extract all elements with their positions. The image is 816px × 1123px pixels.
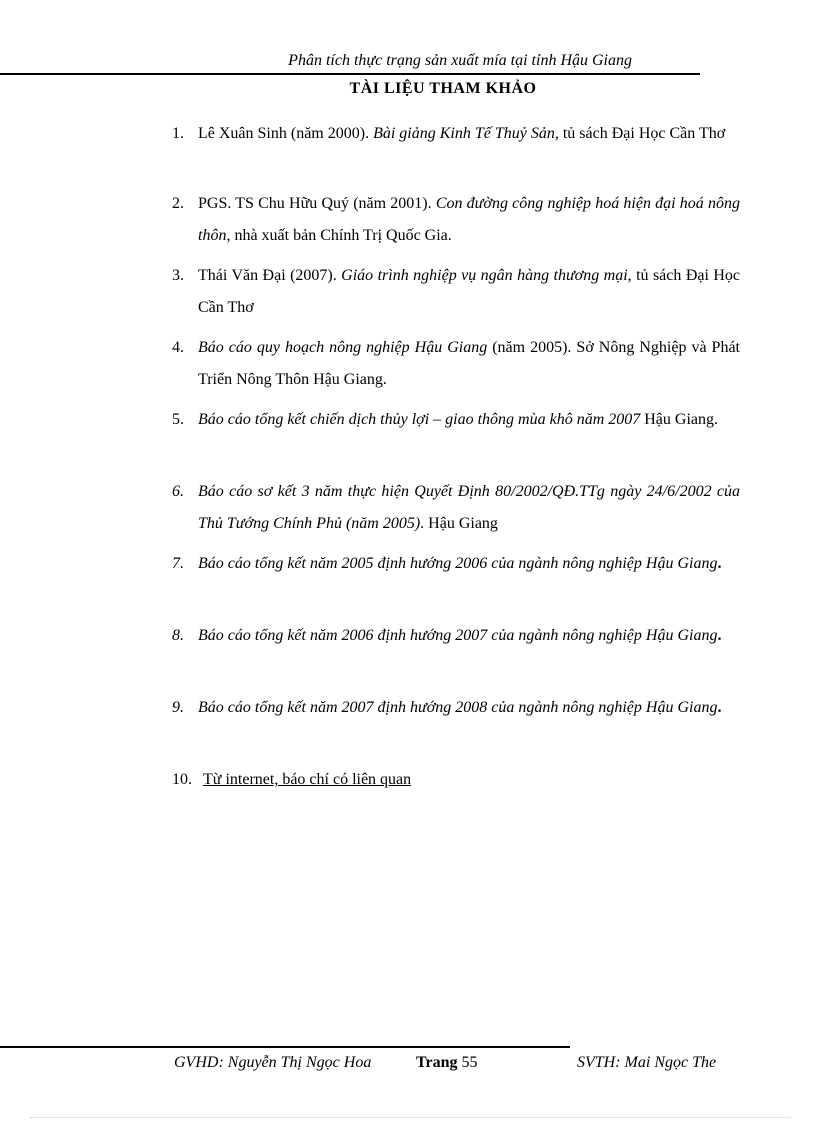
reference-number: 3. xyxy=(172,267,184,284)
reference-rest: , tủ sách Đại Học Cần Thơ xyxy=(198,267,741,316)
reference-link-text: Từ internet, báo chí có liên quan xyxy=(203,771,412,788)
reference-number: 4. xyxy=(172,339,184,356)
reference-rest: . xyxy=(717,555,722,572)
reference-item xyxy=(172,188,740,252)
reference-rest: . xyxy=(717,699,722,716)
reference-rest: . xyxy=(717,627,722,644)
reference-text xyxy=(203,764,740,796)
reference-rest: . Hậu Giang xyxy=(420,515,498,532)
reference-author: Lê Xuân Sinh (năm 2000). xyxy=(198,125,374,142)
reference-text xyxy=(198,260,740,324)
footer-page xyxy=(416,1054,477,1072)
reference-number: 7. xyxy=(172,555,184,572)
reference-rest: tủ sách Đại Học Cần Thơ xyxy=(558,125,726,142)
reference-rest: Hậu Giang. xyxy=(640,411,719,428)
reference-item xyxy=(172,620,740,652)
reference-text xyxy=(198,476,740,540)
reference-number: 9. xyxy=(172,699,184,716)
footer-rule xyxy=(0,1046,570,1048)
footer-advisor: GVHD: Nguyễn Thị Ngọc Hoa xyxy=(174,1054,372,1071)
reference-item xyxy=(172,260,740,324)
reference-title: Báo cáo tổng kết năm 2005 định hướng 2006 của ngành nông nghiệp Hậu Giang xyxy=(198,555,718,572)
reference-item xyxy=(172,332,740,396)
reference-title: Báo cáo quy hoạch nông nghiệp Hậu Giang xyxy=(198,339,488,356)
reference-title: Báo cáo tổng kết năm 2006 định hướng 2007 của ngành nông nghiệp Hậu Giang xyxy=(198,627,718,644)
header-rule xyxy=(0,73,700,75)
reference-text xyxy=(198,548,740,580)
reference-item xyxy=(172,764,740,796)
reference-text xyxy=(198,692,740,724)
reference-item xyxy=(172,476,740,540)
reference-title: Bài giảng Kinh Tế Thuỷ Sản, xyxy=(373,125,559,142)
reference-title: Báo cáo tổng kết chiến dịch thủy lợi – giao thông mùa khô năm 2007 xyxy=(198,411,641,428)
reference-author: PGS. TS Chu Hữu Quý (năm 2001). xyxy=(198,195,436,212)
reference-text xyxy=(198,404,740,436)
reference-item xyxy=(172,692,740,724)
reference-text xyxy=(198,118,740,150)
reference-number: 8. xyxy=(172,627,184,644)
reference-number: 2. xyxy=(172,195,184,212)
reference-author: Thái Văn Đại (2007). xyxy=(198,267,342,284)
page-bottom-border xyxy=(30,1117,790,1118)
reference-rest: (năm 2005). Sở Nông Nghiệp và Phát Triển Nông Thôn Hậu Giang. xyxy=(198,339,740,388)
reference-item xyxy=(172,404,740,436)
section-heading: TÀI LIỆU THAM KHẢO xyxy=(349,80,537,97)
reference-item xyxy=(172,548,740,580)
reference-number: 6. xyxy=(172,483,184,500)
reference-number: 1. xyxy=(172,125,184,142)
reference-rest: , nhà xuất bản Chính Trị Quốc Gia. xyxy=(226,227,452,244)
footer-student: SVTH: Mai Ngọc The xyxy=(577,1054,717,1071)
reference-text xyxy=(198,188,740,252)
reference-title: Giáo trình nghiệp vụ ngân hàng thương mại xyxy=(341,267,628,284)
reference-number: 10. xyxy=(172,771,192,788)
running-header-title: Phân tích thực trạng sản xuất mía tại tỉnh Hậu Giang xyxy=(288,52,632,69)
page-number: 55 xyxy=(461,1054,478,1071)
page-label: Trang xyxy=(416,1054,458,1071)
reference-title: Con đường công nghiệp hoá hiện đại hoá nông thôn xyxy=(198,195,741,244)
reference-title: Báo cáo sơ kết 3 năm thực hiện Quyết Định 80/2002/QĐ.TTg ngày 24/6/2002 của Thủ Tướng Chính Phủ (năm 2005) xyxy=(198,483,740,532)
reference-text xyxy=(198,620,740,652)
reference-item xyxy=(172,118,740,150)
reference-title: Báo cáo tổng kết năm 2007 định hướng 2008 của ngành nông nghiệp Hậu Giang xyxy=(198,699,718,716)
reference-number: 5. xyxy=(172,411,184,428)
reference-text xyxy=(198,332,740,396)
